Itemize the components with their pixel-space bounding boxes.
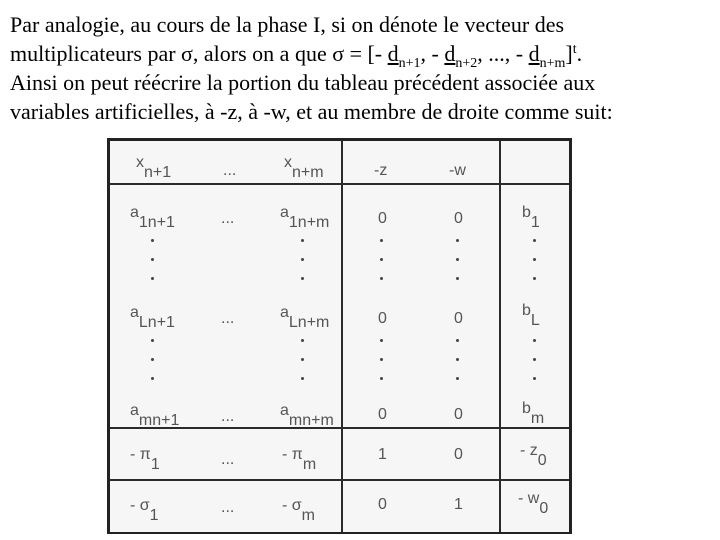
- rowL-a-nm: aLn+m: [280, 304, 330, 331]
- rowpi-ellipsis: ...: [221, 451, 235, 468]
- rowpi-c3: - πm: [282, 446, 317, 473]
- d-n2: d: [444, 41, 456, 66]
- vdots-c4b: [380, 339, 383, 342]
- header-minus-z: -z: [374, 162, 388, 179]
- header-ellipsis: ...: [223, 162, 237, 179]
- header-x-nm: xn+m: [284, 154, 324, 181]
- rowm-c5: 0: [454, 406, 463, 423]
- paragraph-line-4: variables artificielles, à -z, à -w, et au membre de droite comme suit:: [10, 99, 613, 124]
- tableau-image: [107, 138, 572, 534]
- vdots-c5b: [456, 339, 459, 342]
- rowm-a-nm: amn+m: [280, 402, 334, 429]
- rowm-a-n1: amn+1: [130, 402, 180, 429]
- rowsigma-c3: - σm: [282, 497, 315, 524]
- paragraph-line-2-text: multiplicateurs par σ, alors on a que σ = [-: [10, 41, 388, 66]
- rowsigma-c4: 0: [378, 496, 387, 513]
- d-nm: d: [528, 41, 540, 66]
- vdots-c3b: [301, 339, 304, 342]
- vdivider-2: [499, 141, 501, 532]
- row1-a-nm: a1n+m: [280, 204, 330, 231]
- rowsigma-ellipsis: ...: [221, 499, 235, 516]
- vdots-c3a: [301, 239, 304, 242]
- bracket-close: ]: [565, 41, 573, 66]
- d-nm-sub: n+m: [539, 56, 566, 71]
- d-n2-sub: n+2: [455, 56, 478, 71]
- vdots-c5a: [456, 239, 459, 242]
- header-minus-w: -w: [449, 162, 466, 179]
- row1-c4: 0: [378, 210, 387, 227]
- rowm-b: bm: [522, 400, 545, 427]
- rowL-c4: 0: [378, 310, 387, 327]
- rowsigma-c6: - w0: [518, 490, 549, 517]
- row1-ellipsis: ...: [221, 210, 235, 227]
- period: .: [576, 41, 583, 66]
- paragraph-line-2: [10, 39, 715, 71]
- header-x-n1: xn+1: [136, 154, 172, 181]
- rowL-a-n1: aLn+1: [130, 304, 175, 331]
- vdivider-1: [341, 141, 343, 532]
- rowL-b: bL: [522, 302, 540, 329]
- vdots-c6a: [533, 239, 536, 242]
- rowL-c5: 0: [454, 310, 463, 327]
- rowpi-c6: - z0: [520, 442, 547, 469]
- paragraph-line-3: Ainsi on peut réécrire la portion du tableau précédent associée aux: [10, 70, 596, 95]
- rowsigma-c5: 1: [454, 496, 463, 513]
- rowm-c4: 0: [378, 406, 387, 423]
- rowsigma-c1: - σ1: [130, 497, 159, 524]
- rowpi-c5: 0: [454, 446, 463, 463]
- vdots-c4a: [380, 239, 383, 242]
- rowL-ellipsis: ...: [221, 310, 235, 327]
- vdots-c1a: [151, 239, 154, 242]
- rowpi-c1: - π1: [130, 446, 160, 473]
- row1-b: b1: [522, 204, 540, 231]
- d-n1-sub: n+1: [398, 56, 421, 71]
- transpose-sup: t: [572, 42, 577, 57]
- sep-2: , ..., -: [477, 41, 529, 66]
- row1-c5: 0: [454, 210, 463, 227]
- row1-a-n1: a1n+1: [130, 204, 175, 231]
- rowpi-c4: 1: [378, 446, 387, 463]
- vdots-c6b: [533, 339, 536, 342]
- paragraph-line-1: Par analogie, au cours de la phase I, si on dénote le vecteur des: [10, 12, 565, 37]
- d-n1: d: [387, 41, 399, 66]
- sep-1: , -: [420, 41, 445, 66]
- vdots-c1b: [151, 339, 154, 342]
- rowm-ellipsis: ...: [221, 408, 235, 425]
- intro-paragraph: [10, 10, 715, 126]
